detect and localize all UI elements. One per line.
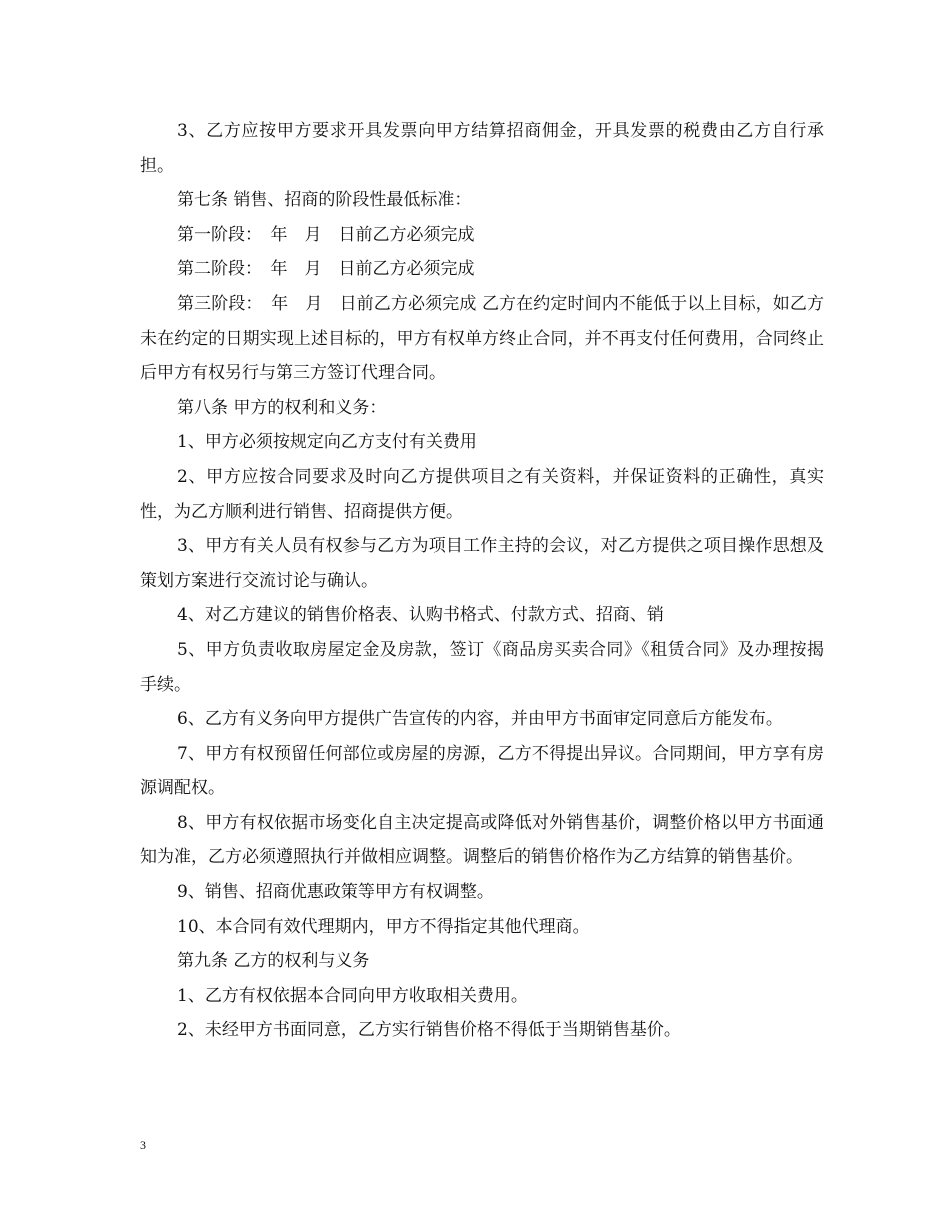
paragraph-party-a-item-9: 9、销售、招商优惠政策等甲方有权调整。 — [177, 882, 494, 903]
paragraph-stage-2: 第二阶段： 年 月 日前乙方必须完成 — [177, 259, 475, 280]
paragraph-party-a-item-3: 3、甲方有关人员有权参与乙方为项目工作主持的会议，对乙方提供之项目操作思想及策划方案进行交流讨论与确认。 — [140, 536, 824, 591]
paragraph-party-a-item-7: 7、甲方有权预留任何部位或房屋的房源，乙方不得提出异议。合同期间，甲方享有房源调配权。 — [140, 743, 824, 799]
paragraph-party-a-item-2: 2、甲方应按合同要求及时向乙方提供项目之有关资料，并保证资料的正确性，真实性，为乙方顺利进行销售、招商提供方便。 — [140, 466, 824, 522]
paragraph-party-a-item-1: 1、甲方必须按规定向乙方支付有关费用 — [177, 432, 477, 453]
paragraph-party-b-item-1: 1、乙方有权依据本合同向甲方收取相关费用。 — [177, 985, 528, 1006]
paragraph-party-a-item-10: 10、本合同有效代理期内，甲方不得指定其他代理商。 — [177, 916, 590, 937]
heading-article-7: 第七条 销售、招商的阶段性最低标准： — [177, 190, 472, 211]
paragraph-stage-3: 第三阶段： 年 月 日前乙方必须完成 乙方在约定时间内不能低于以上目标，如乙方未在约定的日期实现上述目标的，甲方有权单方终止合同，并不再支付任何费用，合同终止后甲方有权另行与第三方签订代理合同。 — [140, 293, 824, 384]
heading-article-9: 第九条 乙方的权利与义务 — [177, 951, 370, 972]
paragraph-invoice-commission: 3、乙方应按甲方要求开具发票向甲方结算招商佣金，开具发票的税费由乙方自行承担。 — [140, 121, 824, 176]
paragraph-party-a-item-8: 8、甲方有权依据市场变化自主决定提高或降低对外销售基价，调整价格以甲方书面通知为准，乙方必须遵照执行并做相应调整。调整后的销售价格作为乙方结算的销售基价。 — [140, 812, 824, 868]
heading-article-8: 第八条 甲方的权利和义务： — [177, 397, 387, 418]
page-number: 3 — [140, 1138, 146, 1152]
paragraph-stage-1: 第一阶段： 年 月 日前乙方必须完成 — [177, 224, 475, 245]
paragraph-party-a-item-4: 4、对乙方建议的销售价格表、认购书格式、付款方式、招商、销 — [177, 605, 664, 626]
document-body — [140, 114, 824, 1048]
paragraph-party-a-item-5: 5、甲方负责收取房屋定金及房款，签订《商品房买卖合同》《租赁合同》及办理按揭手续。 — [140, 639, 824, 695]
paragraph-party-a-item-6: 6、乙方有义务向甲方提供广告宣传的内容，并由甲方书面审定同意后方能发布。 — [177, 709, 783, 730]
paragraph-party-b-item-2: 2、未经甲方书面同意，乙方实行销售价格不得低于当期销售基价。 — [177, 1020, 681, 1041]
